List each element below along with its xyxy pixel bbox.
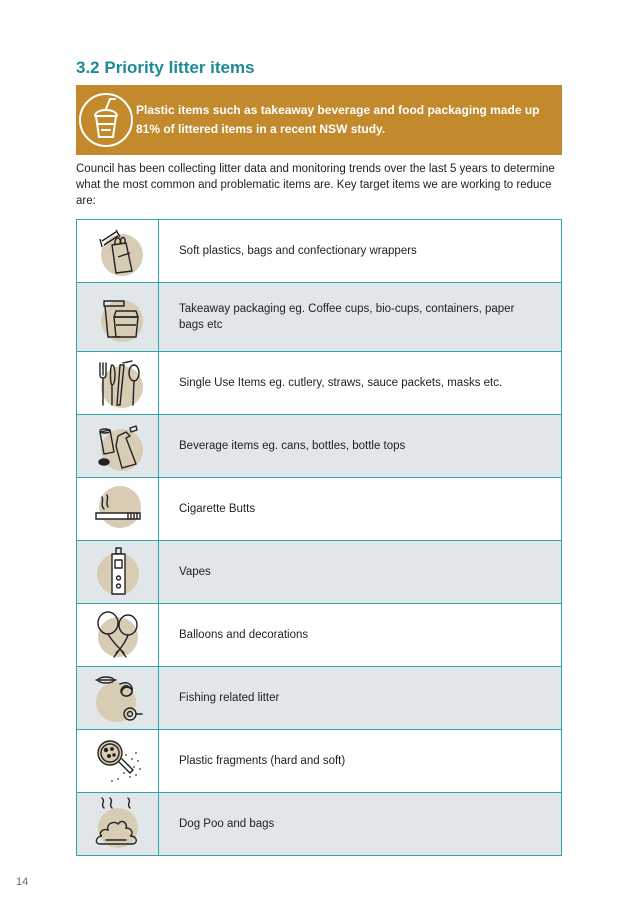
item-label: Beverage items eg. cans, bottles, bottle tops [159,415,562,478]
item-label: Vapes [159,541,562,604]
table-row [77,667,562,730]
table-row [77,478,562,541]
fishing-line-icon [90,670,146,726]
dog-poo-icon [90,796,146,852]
table-row [77,415,562,478]
item-label: Fishing related litter [159,667,562,730]
item-label: Cigarette Butts [159,478,562,541]
banner-text: Plastic items such as takeaway beverage and food packaging made up 81% of littered items in a recent NSW study. [136,103,540,136]
item-label: Takeaway packaging eg. Coffee cups, bio-cups, containers, paper bags etc [159,283,562,352]
page-number: 14 [16,876,29,888]
plastic-bag-icon [90,223,146,279]
table-row [77,730,562,793]
magnifier-fragments-icon [90,733,146,789]
takeaway-cup-icon [76,85,136,155]
table-row [77,352,562,415]
item-label: Single Use Items eg. cutlery, straws, sauce packets, masks etc. [159,352,562,415]
priority-items-table [76,219,562,856]
table-row [77,793,562,856]
vape-icon [90,544,146,600]
item-label: Balloons and decorations [159,604,562,667]
table-row [77,220,562,283]
item-label: Dog Poo and bags [159,793,562,856]
balloons-icon [90,607,146,663]
table-row [77,604,562,667]
table-row [77,283,562,352]
intro-paragraph: Council has been collecting litter data and monitoring trends over the last 5 years to determine what the most common and problematic items are. Key target items we are working to reduce are: [76,163,555,207]
table-row [77,541,562,604]
takeaway-packaging-icon [90,289,146,345]
stat-banner [76,85,562,155]
can-bottle-icon [90,418,146,474]
section-heading: 3.2 Priority litter items [76,58,255,77]
cigarette-icon [90,481,146,537]
item-label: Plastic fragments (hard and soft) [159,730,562,793]
cutlery-icon [90,355,146,411]
item-label: Soft plastics, bags and confectionary wrappers [159,220,562,283]
